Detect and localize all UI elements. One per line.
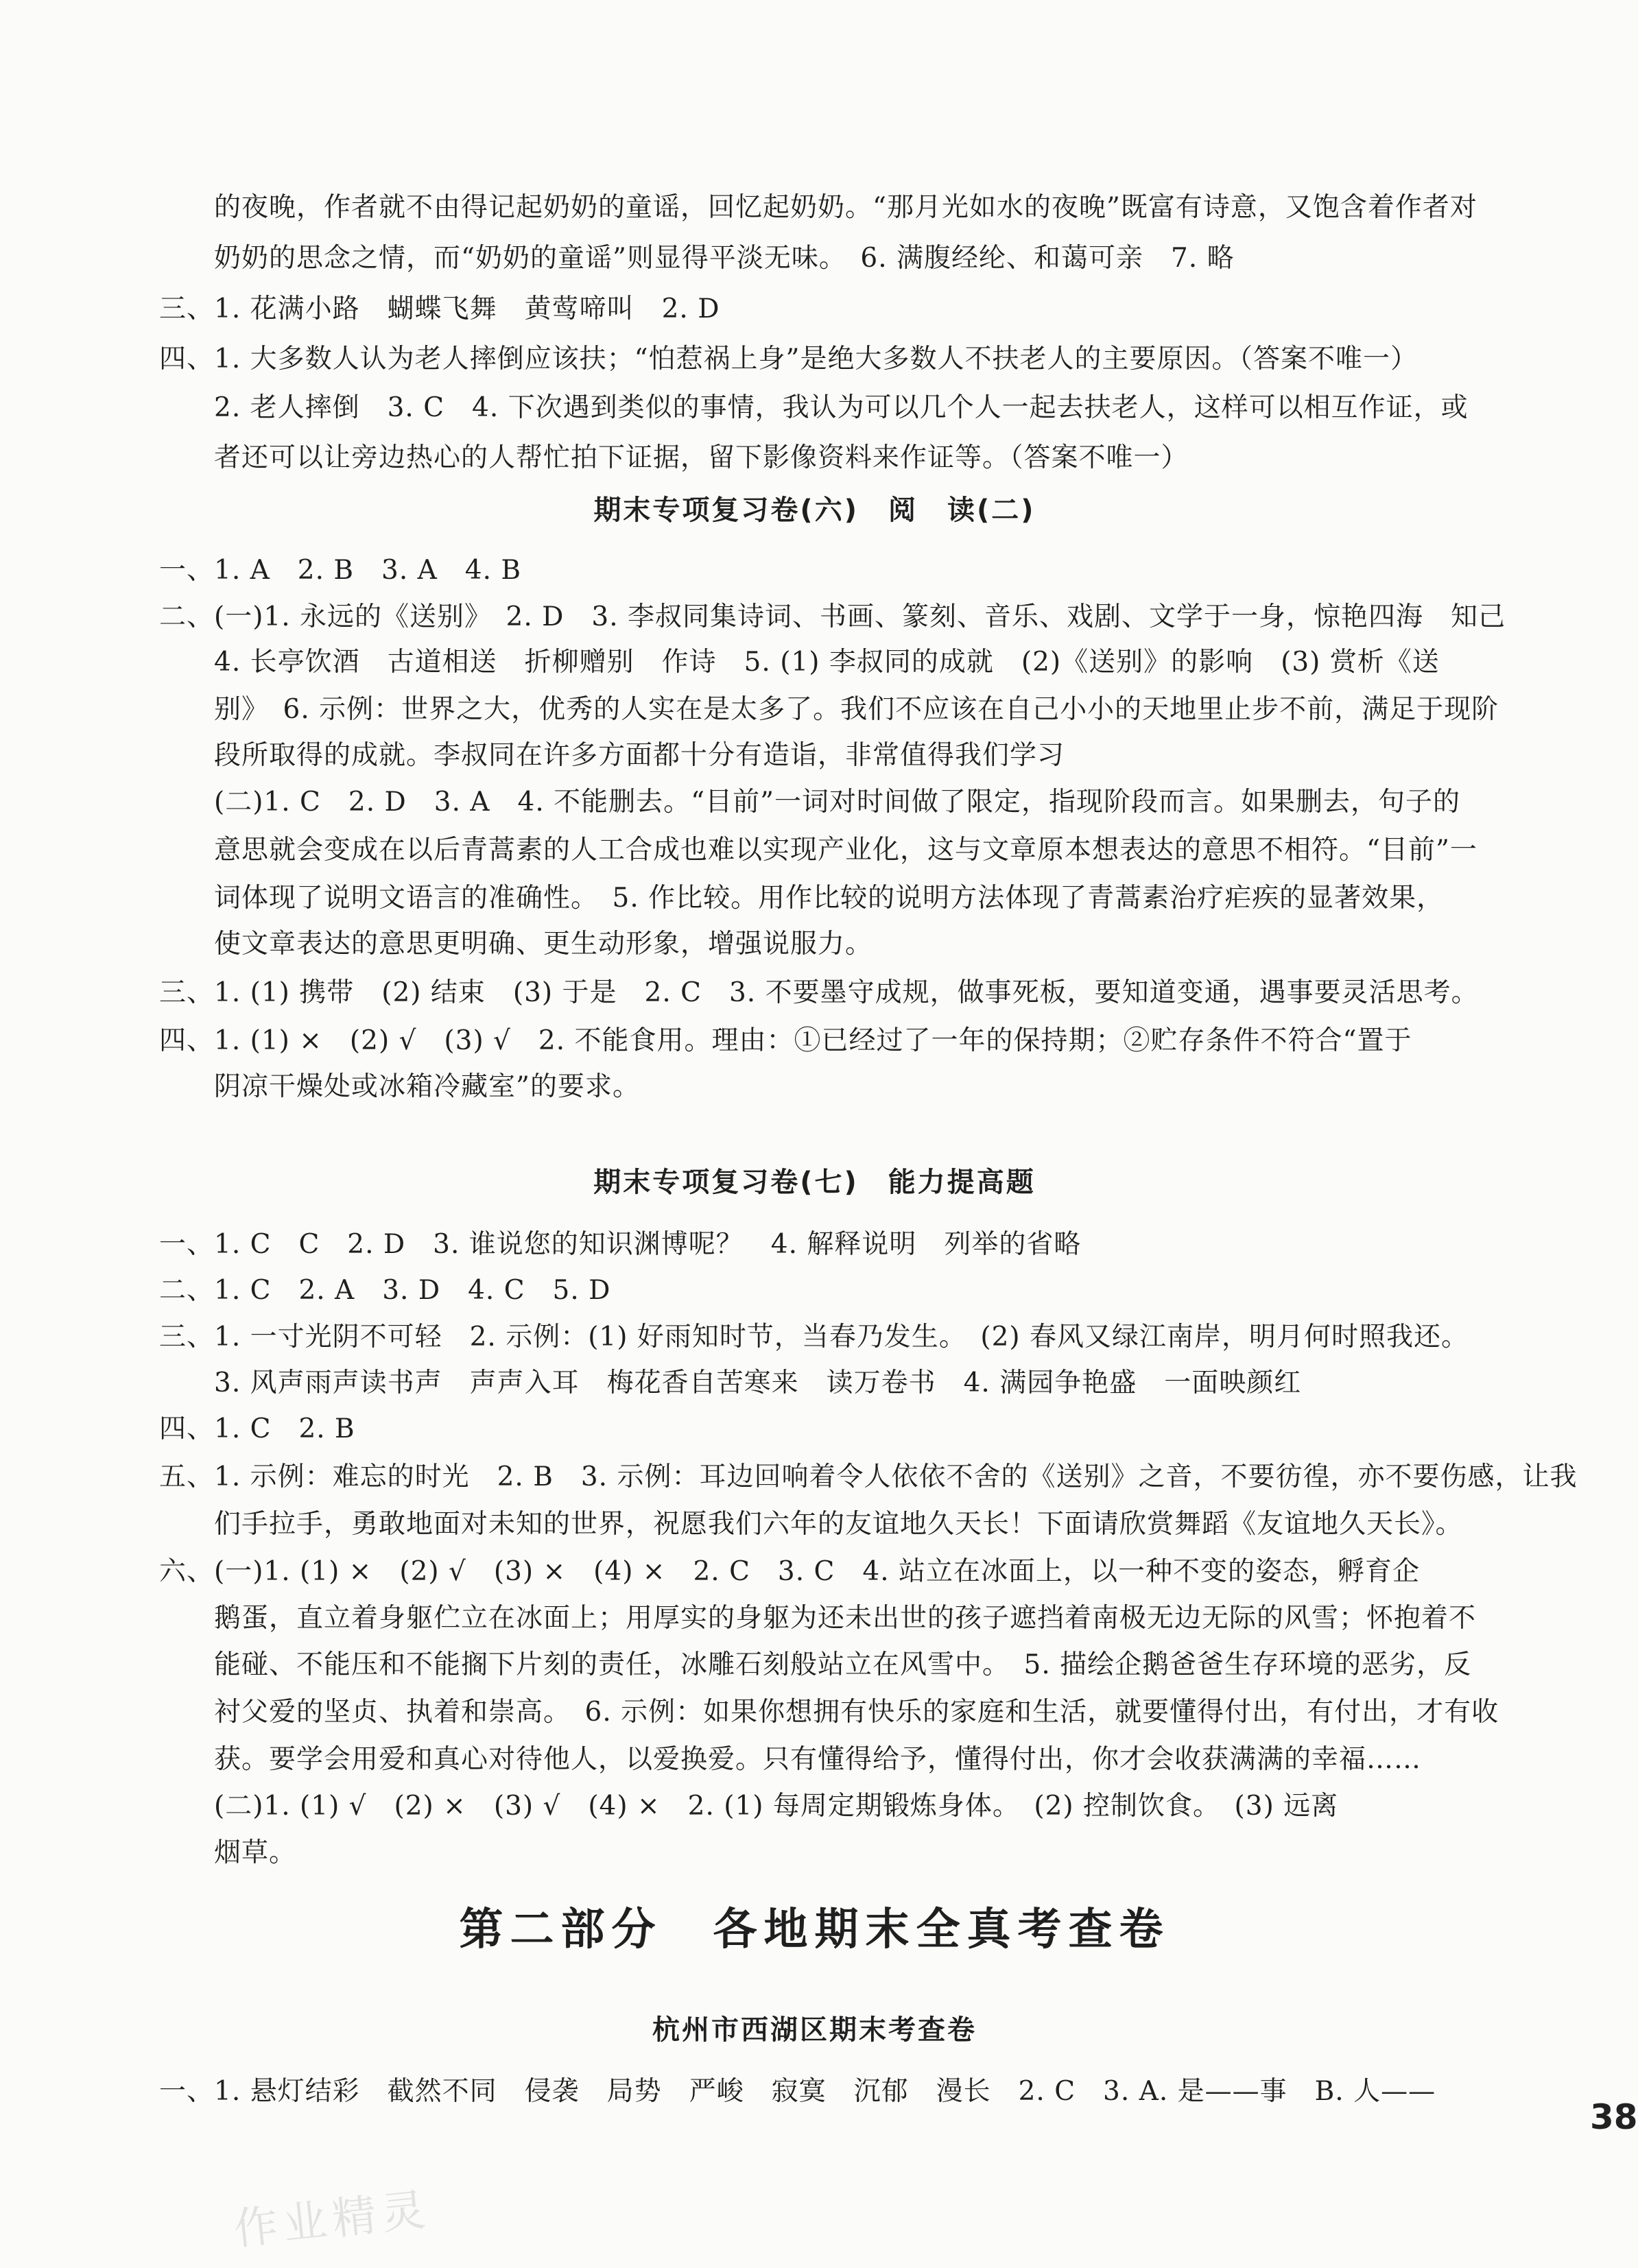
answer-line: 3. 风声雨声读书声 声声入耳 梅花香自苦寒来 读万卷书 4. 满园争艳盛 一面映颜红 [214,1368,1302,1398]
answer-line: 三、1. 一寸光阴不可轻 2. 示例：(1) 好雨知时节，当春乃发生。 (2) 春风又绿江南岸，明月何时照我还。 [159,1322,1469,1352]
answer-line: 段所取得的成就。李叔同在许多方面都十分有造诣，非常值得我们学习 [214,740,1065,771]
answer-line: 二、1. C 2. A 3. D 4. C 5. D [159,1275,611,1306]
answer-line: 一、1. 悬灯结彩 截然不同 侵袭 局势 严峻 寂寞 沉郁 漫长 2. C 3. A. 是——事 B. 人—— [159,2076,1436,2107]
answer-line: 衬父爱的坚贞、执着和崇高。 6. 示例：如果你想拥有快乐的家庭和生活，就要懂得付出，有付出，才有收 [214,1697,1499,1728]
answer-line: 四、1. C 2. B [159,1413,355,1444]
answer-line: 一、1. A 2. B 3. A 4. B [159,555,522,586]
answer-line: 能碰、不能压和不能搁下片刻的责任，冰雕石刻般站立在风雪中。 5. 描绘企鹅爸爸生存环境的恶劣，反 [214,1649,1472,1680]
part-heading: 第二部分 各地期末全真考查卷 [459,1905,1170,1955]
answer-line: 别》 6. 示例：世界之大，优秀的人实在是太多了。我们不应该在自己小小的天地里止步不前，满足于现阶 [214,694,1499,725]
section-heading: 期末专项复习卷(六) 阅 读(二) [593,494,1036,526]
answer-line: 4. 长亭饮酒 古道相送 折柳赠别 作诗 5. (1) 李叔同的成就 (2)《送别》的影响 (3) 赏析《送 [214,647,1440,678]
answer-line: 烟草。 [214,1837,297,1868]
answer-line: 一、1. C C 2. D 3. 谁说您的知识渊博呢？ 4. 解释说明 列举的省略 [159,1229,1082,1260]
answer-line: 们手拉手，勇敢地面对未知的世界，祝愿我们六年的友谊地久天长！下面请欣赏舞蹈《友谊地久天长》。 [214,1509,1463,1540]
answer-line: 奶奶的思念之情，而“奶奶的童谣”则显得平淡无味。 6. 满腹经纶、和蔼可亲 7. 略 [214,243,1235,274]
section-heading: 期末专项复习卷(七) 能力提高题 [593,1167,1036,1198]
answer-line: 三、1. 花满小路 蝴蝶飞舞 黄莺啼叫 2. D [159,294,720,324]
page-number: 38 [1590,2097,1638,2137]
answer-line: 四、1. 大多数人认为老人摔倒应该扶；“怕惹祸上身”是绝大多数人不扶老人的主要原因。（答案不唯一） [159,344,1418,374]
answer-line: 者还可以让旁边热心的人帮忙拍下证据，留下影像资料来作证等。（答案不唯一） [214,442,1189,473]
answer-line: 四、1. (1) × (2) √ (3) √ 2. 不能食用。理由：①已经过了一年的保持期；②贮存条件不符合“置于 [159,1025,1412,1056]
answer-line: 六、(一)1. (1) × (2) √ (3) × (4) × 2. C 3. C 4. 站立在冰面上，以一种不变的姿态，孵育企 [159,1556,1420,1587]
answer-line: 2. 老人摔倒 3. C 4. 下次遇到类似的事情，我认为可以几个人一起去扶老人，这样可以相互作证，或 [214,392,1469,423]
answer-line: 获。要学会用爱和真心对待他人，以爱换爱。只有懂得给予，懂得付出，你才会收获满满的幸福…… [214,1744,1422,1775]
section-heading: 杭州市西湖区期末考查卷 [652,2014,977,2046]
answer-line: 二、(一)1. 永远的《送别》 2. D 3. 李叔同集诗词、书画、篆刻、音乐、戏剧、文学于一身，惊艳四海 知己 [159,601,1506,632]
answer-line: 的夜晚，作者就不由得记起奶奶的童谣，回忆起奶奶。“那月光如水的夜晚”既富有诗意，又饱含着作者对 [214,192,1477,223]
answer-line: 五、1. 示例：难忘的时光 2. B 3. 示例：耳边回响着令人依依不舍的《送别》之音，不要彷徨，亦不要伤感，让我 [159,1461,1578,1492]
answer-line: 三、1. (1) 携带 (2) 结束 (3) 于是 2. C 3. 不要墨守成规，做事死板，要知道变通，遇事要灵活思考。 [159,977,1479,1008]
watermark: 作业精灵 [231,2184,434,2256]
answer-line: 词体现了说明文语言的准确性。 5. 作比较。用作比较的说明方法体现了青蒿素治疗疟疾的显著效果， [214,883,1445,914]
answer-line: 鹅蛋，直立着身躯伫立在冰面上；用厚实的身躯为还未出世的孩子遮挡着南极无边无际的风雪；怀抱着不 [214,1603,1477,1634]
answer-line: (二)1. (1) √ (2) × (3) √ (4) × 2. (1) 每周定期锻炼身体。 (2) 控制饮食。 (3) 远离 [214,1791,1339,1822]
answer-line: (二)1. C 2. D 3. A 4. 不能删去。“目前”一词对时间做了限定，指现阶段而言。如果删去，句子的 [214,787,1461,817]
answer-line: 使文章表达的意思更明确、更生动形象，增强说服力。 [214,929,873,959]
answer-line: 意思就会变成在以后青蒿素的人工合成也难以实现产业化，这与文章原本想表达的意思不相符。“目前”一 [214,835,1477,866]
answer-line: 阴凉干燥处或冰箱冷藏室”的要求。 [214,1071,640,1102]
